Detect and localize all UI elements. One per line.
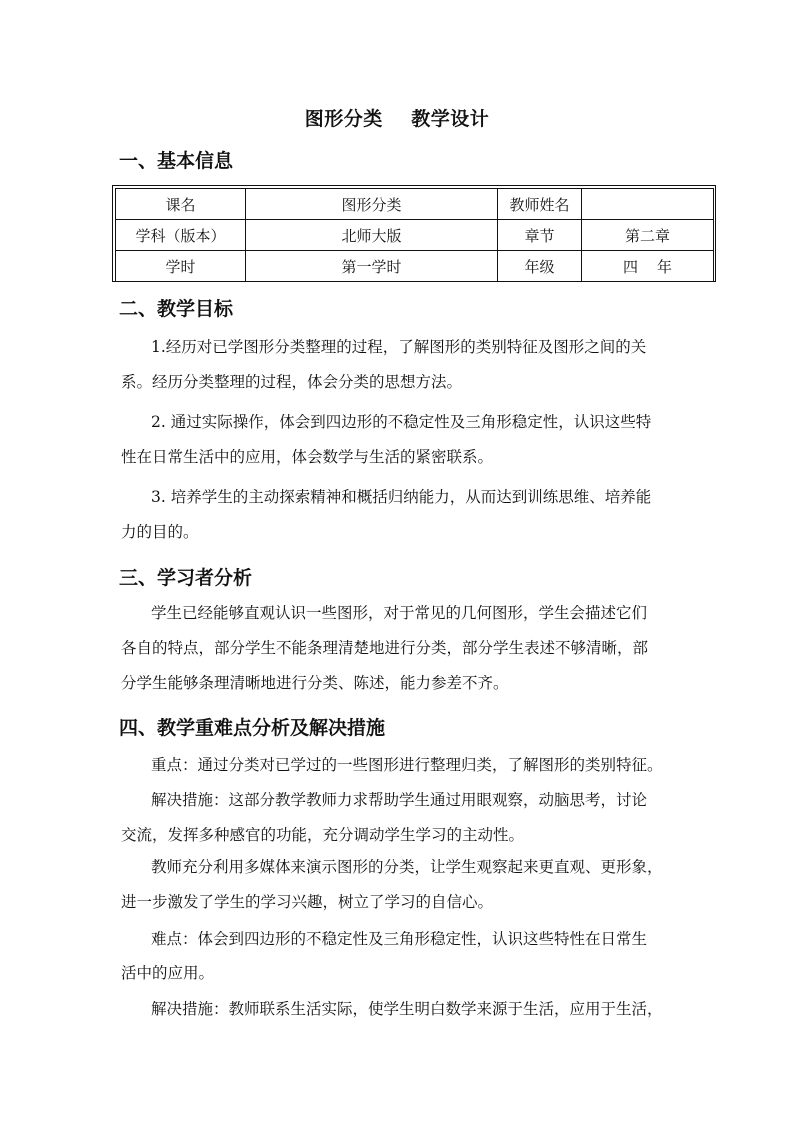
paragraph-line: 各自的特点，部分学生不能条理清楚地进行分类，部分学生表述不够清晰，部 (121, 639, 649, 657)
table-cell: 四 年 (582, 251, 714, 282)
table-row (116, 189, 714, 220)
paragraph-line: 学生已经能够直观认识一些图形，对于常见的几何图形，学生会描述它们 (151, 604, 648, 622)
basic-info-table (112, 185, 716, 282)
table-cell: 教师姓名 (498, 189, 582, 220)
paragraph-line: 性在日常生活中的应用，体会数学与生活的紧密联系。 (121, 448, 494, 466)
table-cell: 学科（版本） (116, 220, 246, 251)
table-row (116, 251, 714, 282)
paragraph-line: 进一步激发了学生的学习兴趣，树立了学习的自信心。 (121, 893, 494, 911)
paragraph-line: 交流，发挥多种感官的功能，充分调动学生学习的主动性。 (121, 826, 525, 844)
paragraph-line: 系。经历分类整理的过程，体会分类的思想方法。 (121, 373, 463, 391)
table-cell: 图形分类 (246, 189, 498, 220)
paragraph-line: 解决措施：教师联系生活实际，使学生明白数学来源于生活，应用于生活， (151, 1000, 663, 1018)
table-cell: 第一学时 (246, 251, 498, 282)
table-cell (582, 189, 714, 220)
table-cell: 课名 (116, 189, 246, 220)
table-cell: 北师大版 (246, 220, 498, 251)
section-heading-teaching-goals: 二、教学目标 (119, 298, 234, 320)
table-cell: 章节 (498, 220, 582, 251)
paragraph-line: 难点：体会到四边形的不稳定性及三角形稳定性，认识这些特性在日常生 (151, 930, 648, 948)
paragraph-line: 解决措施：这部分教学教师力求帮助学生通过用眼观察，动脑思考，讨论 (151, 791, 648, 809)
paragraph-line: 3. 培养学生的主动探索精神和概括归纳能力，从而达到训练思维、培养能 (151, 488, 652, 506)
table-row (116, 220, 714, 251)
paragraph-line: 2. 通过实际操作，体会到四边形的不稳定性及三角形稳定性，认识这些特 (151, 413, 652, 431)
paragraph-line: 教师充分利用多媒体来演示图形的分类，让学生观察起来更直观、更形象， (151, 858, 663, 876)
section-heading-key-difficult-points: 四、教学重难点分析及解决措施 (119, 717, 386, 739)
document-title: 图形分类 教学设计 (304, 108, 490, 130)
paragraph-line: 活中的应用。 (121, 964, 215, 982)
section-heading-basic-info: 一、基本信息 (119, 150, 234, 172)
paragraph-line: 重点：通过分类对已学过的一些图形进行整理归类，了解图形的类别特征。 (151, 756, 663, 774)
table-cell: 第二章 (582, 220, 714, 251)
paragraph-line: 1.经历对已学图形分类整理的过程，了解图形的类别特征及图形之间的关 (151, 338, 647, 356)
table-cell: 学时 (116, 251, 246, 282)
paragraph-line: 分学生能够条理清晰地进行分类、陈述，能力参差不齐。 (121, 674, 509, 692)
table-cell: 年级 (498, 251, 582, 282)
section-heading-learner-analysis: 三、学习者分析 (119, 567, 253, 589)
paragraph-line: 力的目的。 (121, 523, 199, 541)
